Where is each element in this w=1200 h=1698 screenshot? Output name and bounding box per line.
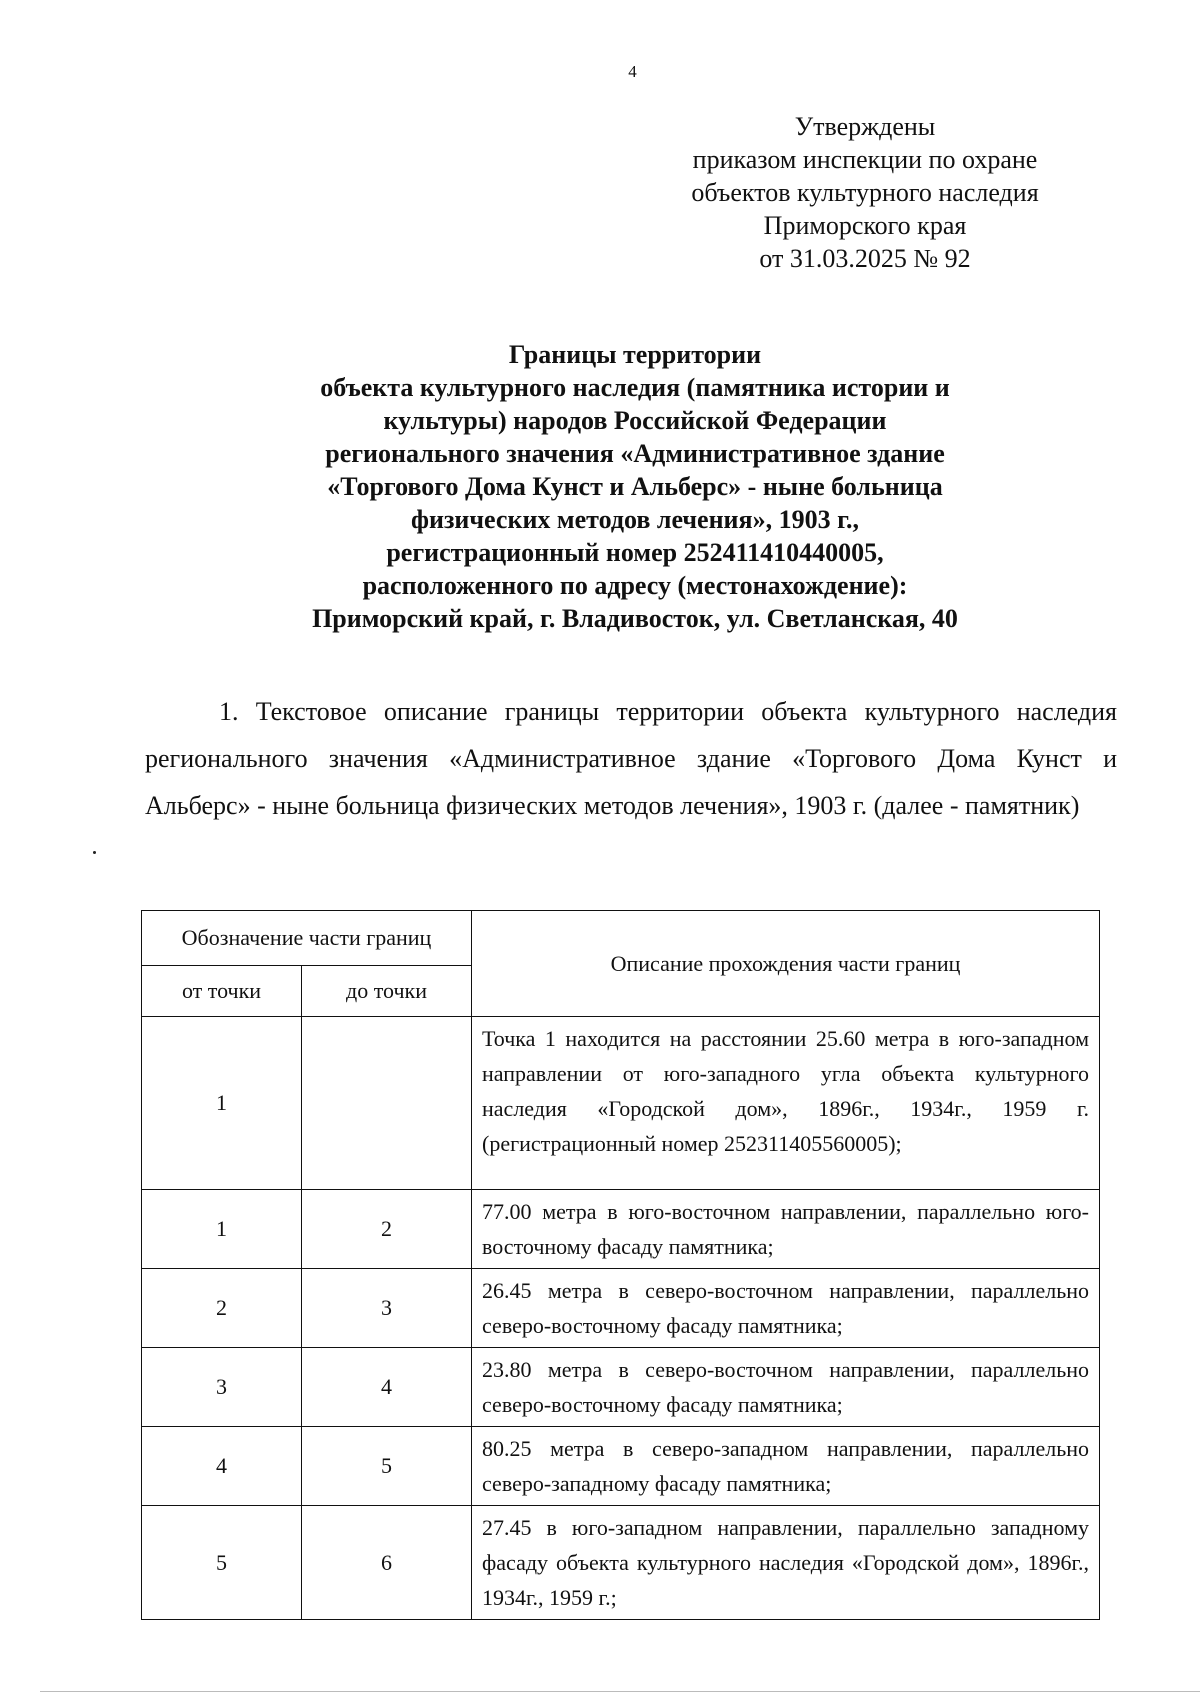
title-line: культуры) народов Российской Федерации: [383, 406, 887, 435]
cell-from: 5: [142, 1506, 302, 1620]
cell-to: 6: [302, 1506, 472, 1620]
boundary-table: [141, 910, 1100, 1620]
table-row: [142, 1506, 1100, 1620]
cell-to: 5: [302, 1427, 472, 1506]
table-row: [142, 1017, 1100, 1190]
header-group: Обозначение части границ: [142, 911, 472, 966]
cell-from: 2: [142, 1269, 302, 1348]
cell-description: 80.25 метра в северо-западном направлении, параллельно северо-западному фасаду памятника;: [472, 1427, 1100, 1506]
title-line: Границы территории: [508, 340, 762, 369]
approval-block: [660, 110, 1070, 275]
table-row: [142, 1269, 1100, 1348]
title-line: объекта культурного наследия (памятника истории и: [320, 373, 950, 402]
approval-line: от 31.03.2025 № 92: [759, 244, 971, 273]
approval-line: Утверждены: [794, 112, 936, 141]
cell-from: 1: [142, 1017, 302, 1190]
page-bottom-edge: [40, 1691, 1200, 1692]
cell-to: 4: [302, 1348, 472, 1427]
cell-to: 3: [302, 1269, 472, 1348]
document-title: [200, 338, 1070, 635]
approval-line: приказом инспекции по охране: [692, 145, 1038, 174]
cell-description: 27.45 в юго-западном направлении, параллельно западному фасаду объекта культурного наследия «Городской дом», 1896г., 1934г., 1959 г.;: [472, 1506, 1100, 1620]
table-row: [142, 1427, 1100, 1506]
table-header-row: [142, 911, 1100, 966]
title-line: расположенного по адресу (местонахождение):: [362, 571, 908, 600]
cell-description: Точка 1 находится на расстоянии 25.60 метра в юго-западном направлении от юго-западного угла объекта культурного наследия «Городской дом», 1896г., 1934г., 1959 г. (регистрационный номер 252311405560005);: [472, 1017, 1100, 1190]
table-row: [142, 1348, 1100, 1427]
header-to: до точки: [302, 966, 472, 1017]
approval-line: объектов культурного наследия: [691, 178, 1039, 207]
title-line: регионального значения «Административное здание: [325, 439, 945, 468]
description-paragraph: 1. Текстовое описание границы территории объекта культурного наследия регионального значения «Административное здание «Торгового Дома Кунст и Альберс» - ныне больница физических методов лечения», 1903 г. (далее - памятник): [145, 697, 1117, 820]
table-row: [142, 1190, 1100, 1269]
cell-description: 26.45 метра в северо-восточном направлении, параллельно северо-восточному фасаду памятника;: [472, 1269, 1100, 1348]
title-line: «Торгового Дома Кунст и Альберс» - ныне больница: [327, 472, 943, 501]
header-description: Описание прохождения части границ: [472, 911, 1100, 1017]
cell-from: 4: [142, 1427, 302, 1506]
cell-description: 23.80 метра в северо-восточном направлении, параллельно северо-восточному фасаду памятника;: [472, 1348, 1100, 1427]
cell-description: 77.00 метра в юго-восточном направлении, параллельно юго-восточному фасаду памятника;: [472, 1190, 1100, 1269]
approval-line: Приморского края: [763, 211, 967, 240]
cell-to: [302, 1017, 472, 1190]
scan-speck: [93, 851, 96, 854]
header-from: от точки: [142, 966, 302, 1017]
page-number: 4: [628, 62, 637, 81]
title-line: физических методов лечения», 1903 г.,: [411, 505, 859, 534]
cell-to: 2: [302, 1190, 472, 1269]
title-line: Приморский край, г. Владивосток, ул. Светланская, 40: [312, 604, 958, 633]
cell-from: 3: [142, 1348, 302, 1427]
cell-from: 1: [142, 1190, 302, 1269]
title-line: регистрационный номер 252411410440005,: [386, 538, 884, 567]
